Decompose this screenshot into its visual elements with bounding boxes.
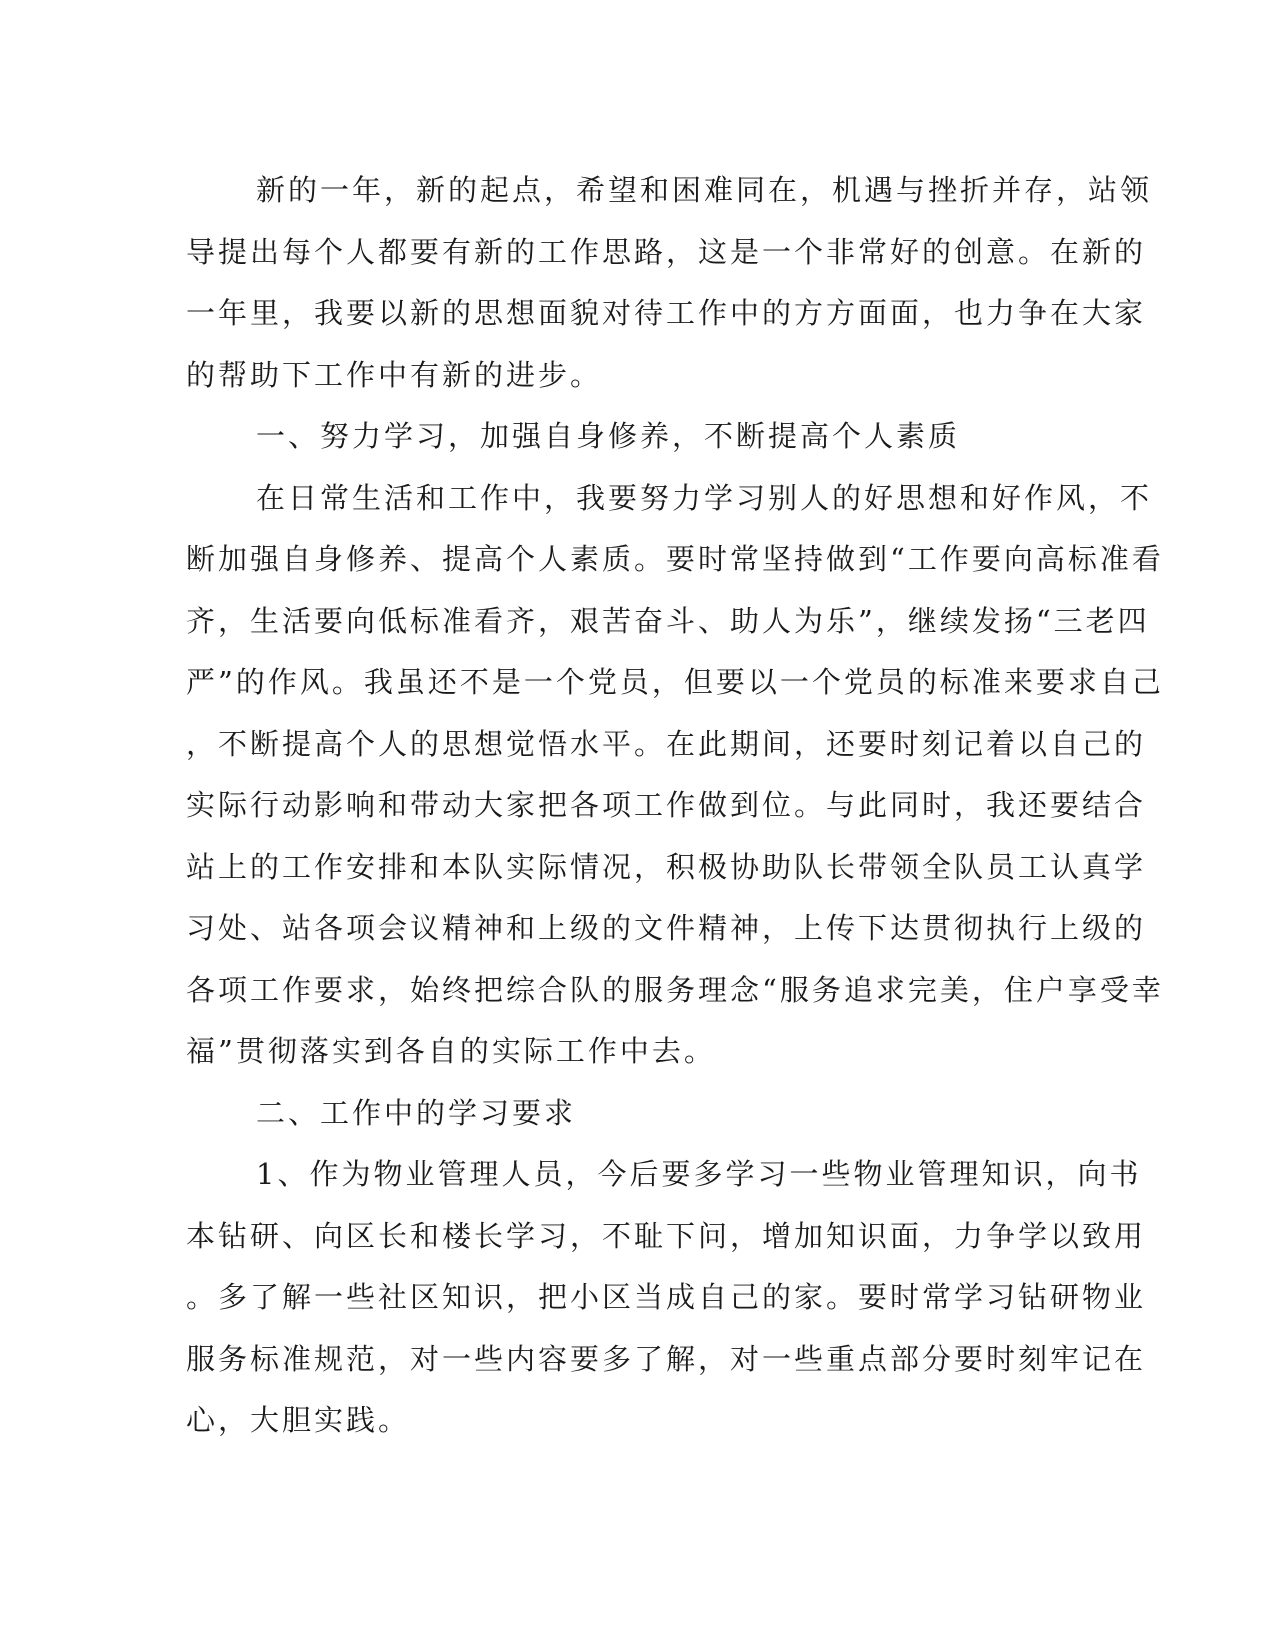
text-line: 齐，生活要向低标准看齐，艰苦奋斗、助人为乐”，继续发扬“三老四 xyxy=(186,603,1150,638)
text-line: 断加强自身修养、提高个人素质。要时常坚持做到“工作要向高标准看 xyxy=(186,542,1164,576)
section-heading-1: 一、努力学习，加强自身修养，不断提高个人素质 xyxy=(256,419,961,453)
text-line: 实际行动影响和带动大家把各项工作做到位。与此同时，我还要结合 xyxy=(186,788,1147,822)
text-line: 。多了解一些社区知识，把小区当成自己的家。要时常学习钻研物业 xyxy=(186,1280,1147,1314)
document-body xyxy=(186,160,1164,1452)
text-line: 严”的作风。我虽还不是一个党员，但要以一个党员的标准来要求自己 xyxy=(186,665,1164,699)
text-line: 习处、站各项会议精神和上级的文件精神，上传下达贯彻执行上级的 xyxy=(186,911,1147,945)
text-line: ，不断提高个人的思想觉悟水平。在此期间，还要时刻记着以自己的 xyxy=(186,726,1147,761)
text-line: 各项工作要求，始终把综合队的服务理念“服务追求完美，住户享受幸 xyxy=(186,972,1164,1007)
text-line: 导提出每个人都要有新的工作思路，这是一个非常好的创意。在新的 xyxy=(186,234,1147,269)
text-line: 一年里，我要以新的思想面貌对待工作中的方方面面，也力争在大家 xyxy=(186,296,1147,330)
text-line: 的帮助下工作中有新的进步。 xyxy=(186,357,603,392)
text-line: 福”贯彻落实到各自的实际工作中去。 xyxy=(186,1034,716,1068)
text-line: 新的一年，新的起点，希望和困难同在，机遇与挫折并存，站领 xyxy=(256,173,1153,207)
text-line: 1、作为物业管理人员，今后要多学习一些物业管理知识，向书 xyxy=(256,1157,1142,1191)
text-line: 本钻研、向区长和楼长学习，不耻下问，增加知识面，力争学以致用 xyxy=(186,1218,1147,1253)
text-line: 站上的工作安排和本队实际情况，积极协助队长带领全队员工认真学 xyxy=(186,849,1147,884)
text-line: 心，大胆实践。 xyxy=(186,1403,411,1437)
section-heading-2: 二、工作中的学习要求 xyxy=(256,1095,577,1130)
text-line: 在日常生活和工作中，我要努力学习别人的好思想和好作风，不 xyxy=(256,480,1153,515)
text-line: 服务标准规范，对一些内容要多了解，对一些重点部分要时刻牢记在 xyxy=(186,1341,1147,1376)
